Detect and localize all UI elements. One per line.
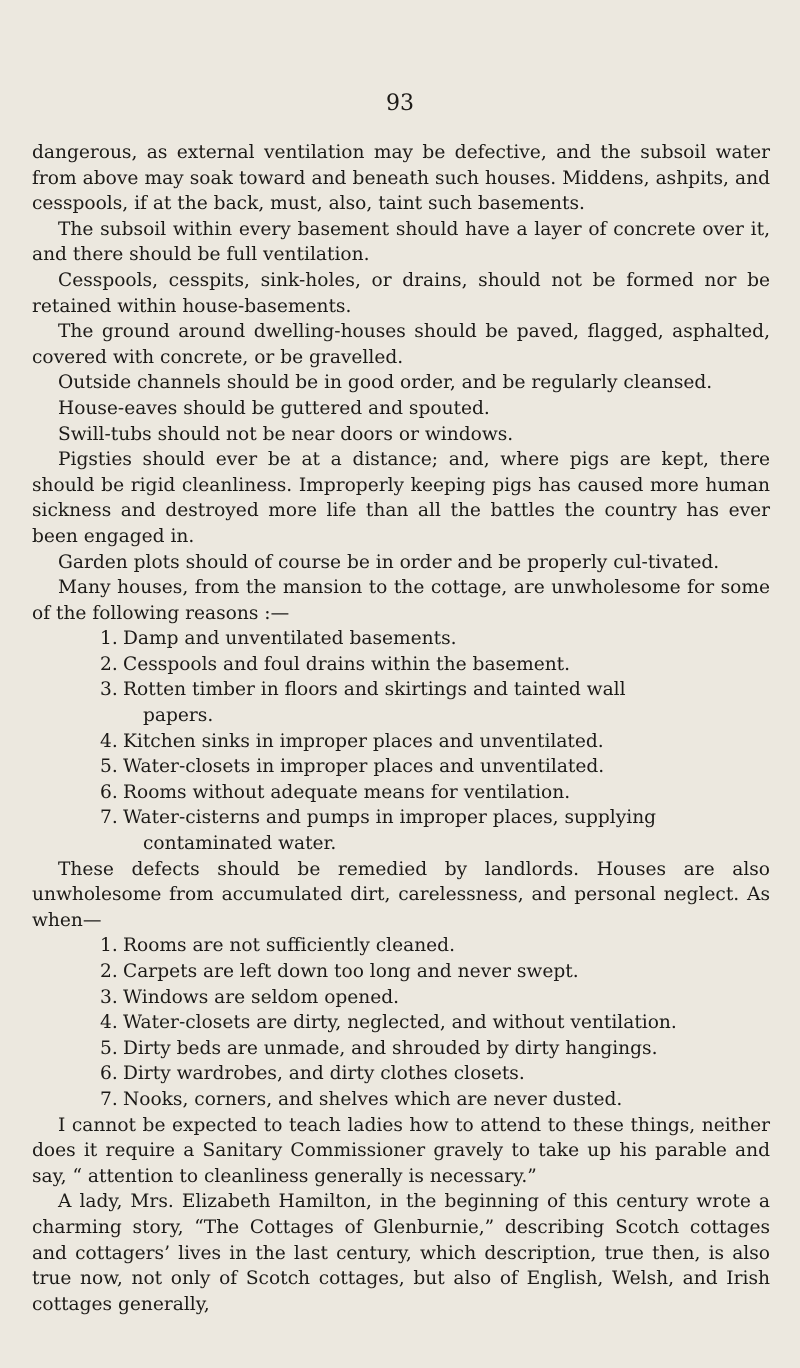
list-item xyxy=(32,754,770,780)
paragraph: Outside channels should be in good order, and be regularly cleansed. xyxy=(58,372,713,394)
list-item-number: 6. xyxy=(100,781,118,803)
list-item xyxy=(32,780,770,806)
list-item-number: 5. xyxy=(100,756,118,778)
body-text xyxy=(32,140,770,1317)
paragraph: A lady, Mrs. Elizabeth Hamilton, in the beginning of this century wrote a charming story, “The Cottages of Glenburnie,” describing Scotch cottages and cottagers’ lives in the last century, which description, true then, is also true now, not only of Scotch cottages, but also of English, Welsh, and Irish cottages generally, xyxy=(32,1191,770,1315)
list-item-text: Kitchen sinks in improper places and unventilated. xyxy=(123,730,604,752)
paragraph: Many houses, from the mansion to the cottage, are unwholesome for some of the following reasons :— xyxy=(32,577,770,624)
paragraph: Garden plots should of course be in order and be properly cul-tivated. xyxy=(58,551,720,573)
unwholesome-reasons-list xyxy=(32,626,770,856)
list-item xyxy=(32,985,770,1011)
list-item-continuation: contaminated water. xyxy=(143,833,337,855)
paragraph: I cannot be expected to teach ladies how to attend to these things, neither does it require a Sanitary Commissioner gravely to take up his parable and say, “ attention to cleanliness generally is necessary.” xyxy=(32,1114,770,1187)
list-item-number: 4. xyxy=(100,1012,118,1034)
list-item-number: 7. xyxy=(100,1088,118,1110)
paragraph: The subsoil within every basement should have a layer of concrete over it, and there should be full ventilation. xyxy=(32,218,770,266)
list-item-text: Water-closets are dirty, neglected, and without ventilation. xyxy=(123,1012,677,1034)
paragraph: Swill-tubs should not be near doors or windows. xyxy=(58,423,514,445)
paragraphs-top xyxy=(32,140,770,626)
list-item xyxy=(32,1087,770,1113)
list-item xyxy=(32,626,770,652)
list-item xyxy=(32,729,770,755)
list-item-number: 2. xyxy=(100,961,118,982)
list-item-number: 1. xyxy=(100,628,118,650)
list-item xyxy=(32,677,770,728)
list-item xyxy=(32,1061,770,1087)
paragraph: dangerous, as external ventilation may be defective, and the subsoil water from above may soak toward and beneath such houses. Middens, ashpits, and cesspools, if at the back, must, also, taint such basements. xyxy=(32,142,770,215)
list-item-text: Dirty wardrobes, and dirty clothes closets. xyxy=(123,1063,525,1085)
list-item xyxy=(32,1010,770,1036)
list-item xyxy=(32,652,770,678)
list-item-number: 2. xyxy=(100,653,118,675)
list-item-text: Carpets are left down too long and never swept. xyxy=(123,961,579,982)
paragraph: House-eaves should be guttered and spouted. xyxy=(58,397,490,419)
list-item-text: Windows are seldom opened. xyxy=(123,986,400,1008)
list-item-number: 4. xyxy=(100,730,118,752)
list-item-text: Rooms are not sufficiently cleaned. xyxy=(123,935,456,957)
list-item-text: Water-cisterns and pumps in improper places, supplying xyxy=(123,807,657,829)
list-item-text: Damp and unventilated basements. xyxy=(123,628,457,650)
list-item-text: Water-closets in improper places and unventilated. xyxy=(123,756,605,778)
list-item-text: Dirty beds are unmade, and shrouded by dirty hangings. xyxy=(123,1037,658,1059)
list-item-text: Nooks, corners, and shelves which are never dusted. xyxy=(123,1088,623,1110)
list-item xyxy=(32,1036,770,1062)
list-item-number: 3. xyxy=(100,679,118,701)
list-item xyxy=(32,805,770,856)
page-number: 93 xyxy=(386,91,414,116)
list-item-number: 7. xyxy=(100,807,118,829)
paragraphs-bottom xyxy=(32,1113,770,1318)
list-item-continuation: papers. xyxy=(143,705,214,727)
list-item-number: 6. xyxy=(100,1063,118,1085)
paragraph: Cesspools, cesspits, sink-holes, or drains, should not be formed nor be retained within house-basements. xyxy=(32,269,770,317)
paragraph-middle: These defects should be remedied by landlords. Houses are also unwholesome from accumulated dirt, carelessness, and personal neglect. As when— xyxy=(32,858,770,931)
list-item xyxy=(32,959,770,985)
list-item-text: Cesspools and foul drains within the basement. xyxy=(123,653,571,675)
paragraph: The ground around dwelling-houses should be paved, flagged, asphalted, covered with concrete, or be gravelled. xyxy=(32,321,770,368)
list-item-number: 5. xyxy=(100,1037,118,1059)
paragraph: Pigsties should ever be at a distance; and, where pigs are kept, there should be rigid cleanliness. Improperly keeping pigs has caused more human sickness and destroyed more life than all the battles the country has ever been engaged in. xyxy=(32,449,770,547)
list-item-text: Rooms without adequate means for ventilation. xyxy=(123,781,571,803)
list-item-number: 3. xyxy=(100,986,118,1008)
neglect-list xyxy=(32,933,770,1112)
list-item xyxy=(32,933,770,959)
list-item-number: 1. xyxy=(100,935,118,957)
list-item-text: Rotten timber in floors and skirtings and tainted wall xyxy=(123,679,626,701)
